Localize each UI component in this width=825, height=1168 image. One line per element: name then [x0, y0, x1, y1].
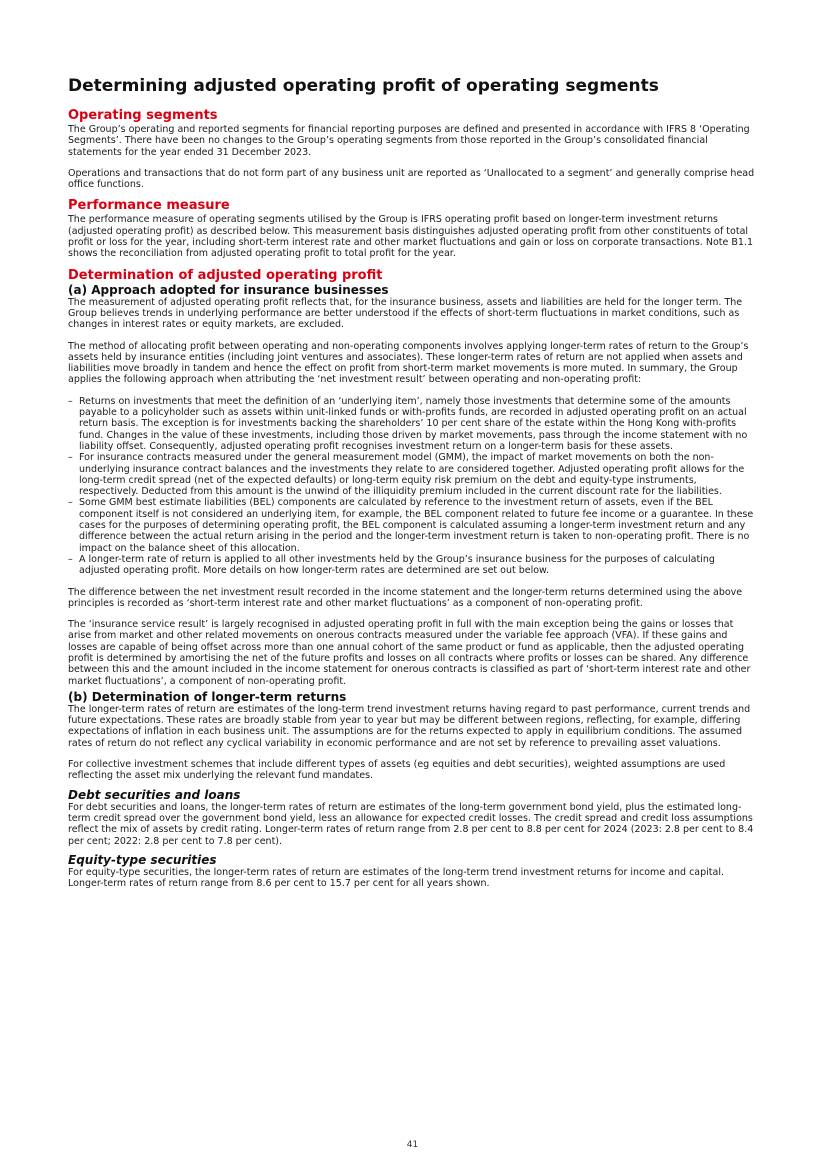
longer-term-returns-subheading: (b) Determination of longer-term returns — [68, 689, 347, 704]
determination-heading: Determination of adjusted operating profit — [68, 267, 383, 283]
performance-measure-para-1: The performance measure of operating segments utilised by the Group is IFRS operating profit based on longer-term investment returns (adjusted operating profit) as described below. This measurement basis distinguishes adjusted operating profit from other constituents of total profit or loss for the year, including short-term interest rate and other market fluctuations and gain or loss on corporate transactions. Note B1.1 shows the reconciliation from adjusted operating profit to total profit for the year. — [68, 214, 753, 260]
approach-bullet: – Some GMM best estimate liabilities (BEL) components are calculated by reference to the investment return of assets, even if the BEL component itself is not considered an underlying item, for example, the BEL component related to future fee income or a guarantee. In these cases for the purposes of determining operating profit, the BEL component is calculated assuming a longer-term investment return and any difference between the actual return arising in the period and the longer-term investment return is taken to non-operating profit. There is no impact on the balance sheet of this allocation. — [68, 497, 758, 553]
equity-securities-subheading: Equity-type securities — [68, 852, 217, 867]
page-title: Determining adjusted operating profit of operating segments — [68, 76, 659, 96]
longer-term-returns-para-2: For collective investment schemes that include different types of assets (eg equities and debt securities), weighted assumptions are used reflecting the asset mix underlying the relevant fund mandates. — [68, 759, 726, 782]
approach-bullet: – For insurance contracts measured under the general measurement model (GMM), the impact of market movements on both the non-underlying insurance contract balances and the investments they relate to are considered together. Adjusted operating profit allows for the long-term credit spread (net of the expected defaults) or long-term equity risk premium on the debt and equity-type instruments, respectively. Deducted from this amount is the unwind of the illiquidity premium included in the current discount rate for the liabilities. — [68, 452, 758, 497]
approach-subheading: (a) Approach adopted for insurance businesses — [68, 282, 389, 297]
operating-segments-para-1: The Group’s operating and reported segments for financial reporting purposes are defined and presented in accordance with IFRS 8 ‘Operating Segments’. There have been no changes to the Group’s operating segments from those reported in the Group’s consolidated financial statements for the year ended 31 December 2023. — [68, 124, 750, 158]
debt-securities-subheading: Debt securities and loans — [68, 787, 241, 802]
approach-para-1: The measurement of adjusted operating profit reflects that, for the insurance business, assets and liabilities are held for the longer term. The Group believes trends in underlying performance are better understood if the effects of short-term fluctuations in market conditions, such as changes in interest rates or equity markets, are excluded. — [68, 296, 743, 331]
page-number: 41 — [406, 1140, 419, 1150]
approach-para-3: The difference between the net investment result recorded in the income statement and the longer-term returns determined using the above principles is recorded as ‘short-term interest rate and other market fluctuations’ as a component of non-operating profit. — [68, 586, 743, 609]
operating-segments-para-2: Operations and transactions that do not form part of any business unit are reported as ‘Unallocated to a segment’ and generally comprise head office functions. — [68, 167, 755, 191]
approach-para-4: The ‘insurance service result’ is largely recognised in adjusted operating profit in full with the main exception being the gains or losses that arise from market and other related movements on onerous contracts measured under the variable fee approach (VFA). If these gains and losses are capable of being offset across more than one annual cohort of the same product or fund as applicable, then the adjusted operating profit is determined by amortising the net of the future profits and losses on all contracts where profits or losses can be shared. Any difference between this and the amount included in the income statement for onerous contracts is classified as part of ‘short-term interest rate and other market fluctuations’, a component of non-operating profit. — [68, 619, 751, 687]
approach-bullet: – Returns on investments that meet the definition of an ‘underlying item’, namely those investments that determine some of the amounts payable to a policyholder such as assets within unit-linked funds or with-profits funds, are recorded in adjusted operating profit on an actual return basis. The exception is for investments backing the shareholders’ 10 per cent share of the estate within the Hong Kong with-profits fund. Changes in the value of these investments, including those driven by market movements, pass through the income statement with no liability offset. Consequently, adjusted operating profit recognises investment return on a longer-term basis for these assets. — [68, 396, 758, 452]
debt-securities-para-1: For debt securities and loans, the longer-term rates of return are estimates of the long-term government bond yield, plus the estimated long-term credit spread over the government bond yield, less an allowance for expected credit losses. The credit spread and credit loss assumptions reflect the mix of assets by credit rating. Longer-term rates of return range from 2.8 per cent to 8.8 per cent for 2024 (2023: 2.8 per cent to 8.4 per cent; 2022: 2.8 per cent to 7.8 per cent). — [68, 801, 754, 847]
approach-bullet-list — [68, 396, 758, 577]
operating-segments-heading: Operating segments — [68, 108, 218, 123]
equity-securities-para-1: For equity-type securities, the longer-term rates of return are estimates of the long-term trend investment returns for income and capital. Longer-term rates of return range from 8.6 per cent to 15.7 per cent for all years shown. — [68, 866, 724, 890]
document-page — [68, 76, 758, 899]
performance-measure-heading: Performance measure — [68, 198, 230, 214]
longer-term-returns-para-1: The longer-term rates of return are estimates of the long-term trend investment returns having regard to past performance, current trends and future expectations. These rates are broadly stable from year to year but may be different between regions, reflecting, for example, differing expectations of inflation in each business unit. The assumptions are for the returns expected to apply in equilibrium conditions. The assumed rates of return do not reflect any cyclical variability in economic performance and are not set by reference to prevailing asset valuations. — [68, 703, 751, 749]
approach-bullet: – A longer-term rate of return is applied to all other investments held by the Group’s insurance business for the purposes of calculating adjusted operating profit. More details on how longer-term rates are determined are set out below. — [68, 554, 758, 577]
approach-para-2: The method of allocating profit between operating and non-operating components involves applying longer-term rates of return to the Group’s assets held by insurance entities (including joint ventures and associates). These longer-term rates of return are not applied when assets and liabilities move broadly in tandem and hence the effect on profit from short-term market movements is more muted. In summary, the Group applies the following approach when attributing the ‘net investment result’ between operating and non-operating profit: — [68, 340, 749, 386]
